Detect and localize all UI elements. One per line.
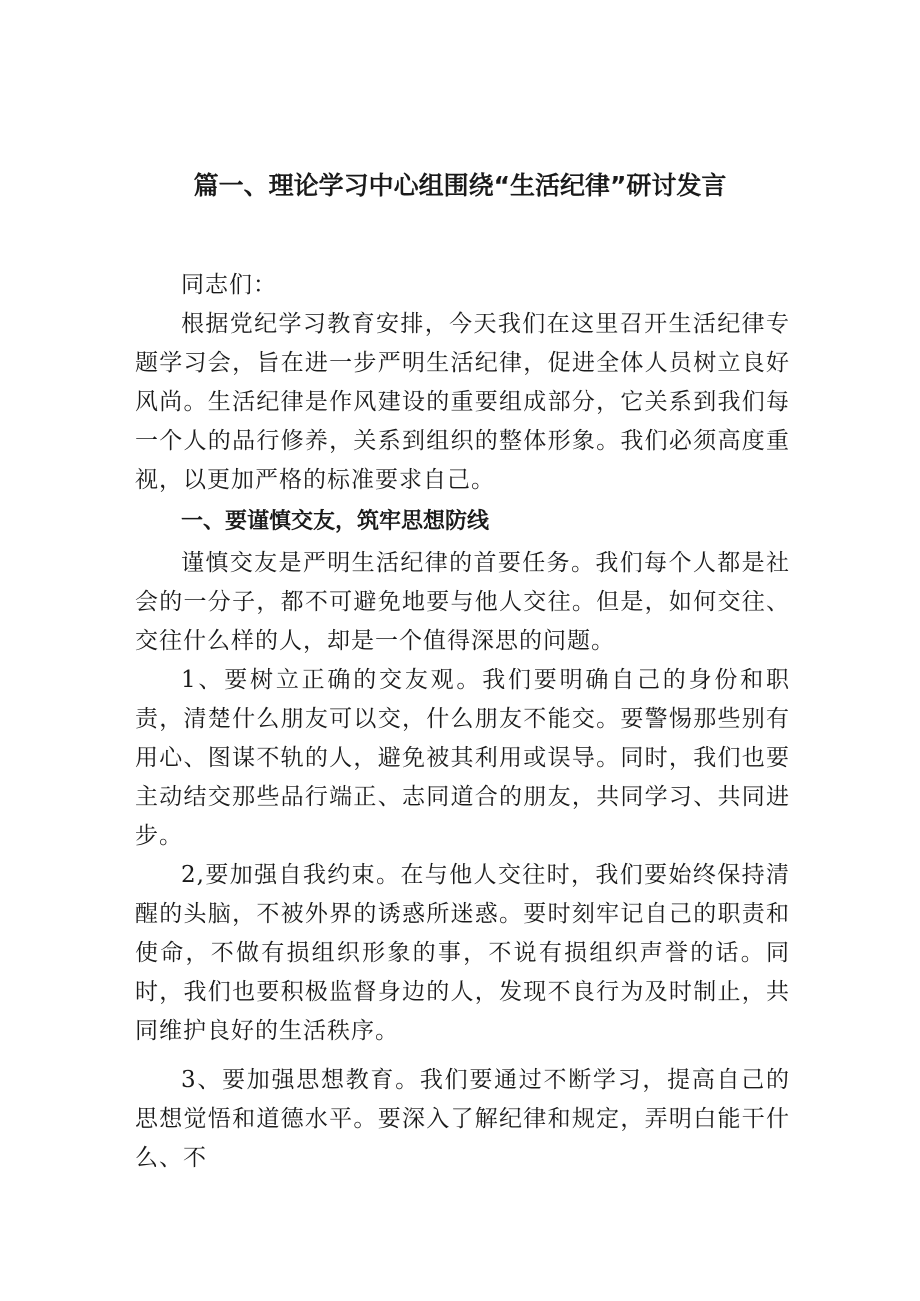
intro-paragraph: 根据党纪学习教育安排，今天我们在这里召开生活纪律专题学习会，旨在进一步严明生活纪律，促进全体人员树立良好风尚。生活纪律是作风建设的重要组成部分，它关系到我们每一个人的品行修养，关系到组织的整体形象。我们必须高度重视，以更加严格的标准要求自己。 (135, 311, 790, 493)
section-heading: 一、要谨慎交友，筑牢思想防线 (181, 509, 490, 534)
greeting: 同志们： (181, 272, 277, 298)
document-title: 篇一、理论学习中心组围绕“生活纪律”研讨发言 (193, 171, 727, 200)
document-body (135, 266, 790, 1178)
section-intro-paragraph: 谨慎交友是严明生活纪律的首要任务。我们每个人都是社会的一分子，都不可避免地要与他人交往。但是，如何交往、交往什么样的人，却是一个值得深思的问题。 (135, 550, 790, 654)
point-1-paragraph: 1、要树立正确的交友观。我们要明确自己的身份和职责，清楚什么朋友可以交，什么朋友不能交。要警惕那些别有用心、图谋不轨的人，避免被其利用或误导。同时，我们也要主动结交那些品行端正、志同道合的朋友，共同学习、共同进步。 (135, 667, 790, 849)
point-3-paragraph: 3、要加强思想教育。我们要通过不断学习，提高自己的思想觉悟和道德水平。要深入了解纪律和规定，弄明白能干什么、不 (135, 1067, 790, 1171)
point-2-paragraph: 2,要加强自我约束。在与他人交往时，我们要始终保持清醒的头脑，不被外界的诱惑所迷惑。要时刻牢记自己的职责和使命，不做有损组织形象的事，不说有损组织声誉的话。同时，我们也要积极监督身边的人，发现不良行为及时制止，共同维护良好的生活秩序。 (135, 862, 790, 1044)
paragraph-gap (135, 1051, 790, 1061)
